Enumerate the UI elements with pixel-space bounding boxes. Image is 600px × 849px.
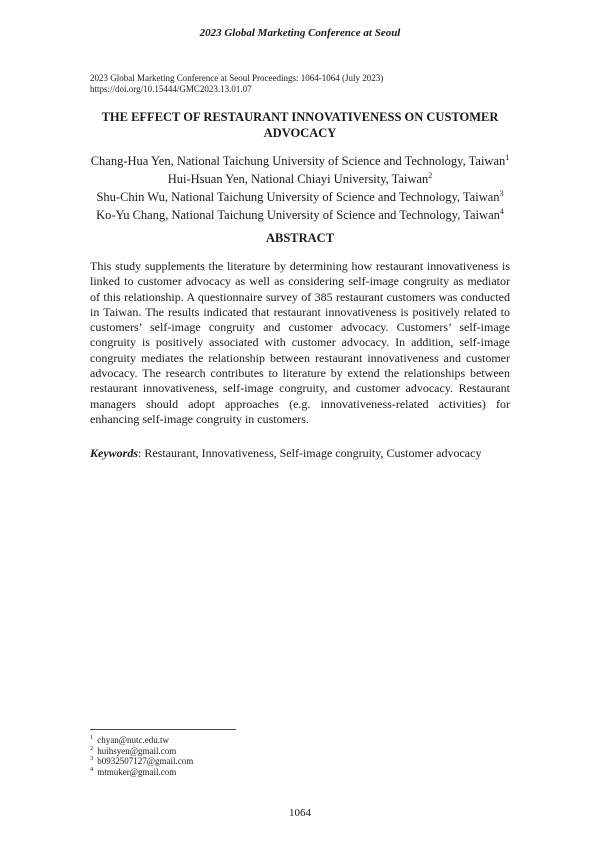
proceedings-info <box>90 73 510 95</box>
author-affiliation: Chang-Hua Yen, National Taichung University of Science and Technology, Taiwan <box>90 154 506 168</box>
doi-link[interactable]: https://doi.org/10.15444/GMC2023.13.01.07 <box>90 84 252 94</box>
footnote-email: huihsyen@gmail.com <box>97 745 177 756</box>
running-head: 2023 Global Marketing Conference at Seoul <box>199 27 401 39</box>
author-list <box>70 152 530 224</box>
keywords-label: Keywords <box>90 446 138 460</box>
keywords <box>90 446 510 461</box>
author-line <box>70 152 530 170</box>
author-footnote-mark: 2 <box>428 170 433 180</box>
proceedings-citation: 2023 Global Marketing Conference at Seoul Proceedings: 1064-1064 (July 2023) <box>90 73 384 83</box>
author-line <box>70 206 530 224</box>
page-number: 1064 <box>289 807 311 819</box>
footnote <box>90 746 390 757</box>
author-line <box>70 188 530 206</box>
footnote-mark: 2 <box>90 744 94 752</box>
paper-title: THE EFFECT OF RESTAURANT INNOVATIVENESS ON CUSTOMER ADVOCACY <box>101 110 499 140</box>
author-affiliation: Hui-Hsuan Yen, National Chiayi University, Taiwan <box>167 172 429 186</box>
author-affiliation: Shu-Chin Wu, National Taichung University of Science and Technology, Taiwan <box>96 190 500 204</box>
footnote <box>90 735 390 746</box>
footnote-email: chyan@nutc.edu.tw <box>97 735 170 745</box>
abstract-heading: ABSTRACT <box>265 231 335 245</box>
keywords-text: : Restaurant, Innovativeness, Self-image congruity, Customer advocacy <box>138 446 482 460</box>
author-line <box>70 170 530 188</box>
footnote <box>90 767 390 778</box>
author-footnote-mark: 1 <box>505 152 510 162</box>
footnote-divider <box>90 729 236 730</box>
author-affiliation: Ko-Yu Chang, National Taichung University of Science and Technology, Taiwan <box>96 208 500 222</box>
footnotes <box>90 735 390 777</box>
author-footnote-mark: 3 <box>499 188 504 198</box>
footnote-mark: 4 <box>90 765 94 773</box>
footnote-mark: 3 <box>90 755 94 762</box>
footnote-mark: 1 <box>90 734 94 741</box>
abstract-body: This study supplements the literature by determining how restaurant innovativeness is linked to customer advocacy as well as considering self-image congruity as mediator of this relationship. A questionnaire survey of 385 restaurant customers was conducted in Taiwan. The results indicated that restaurant innovativeness is positively related to customers’ self-image congruity and customer advocacy. Customers’ self-image congruity is positively associated with customer advocacy. In addition, self-image congruity mediates the relationship between restaurant innovativeness and customer advocacy. The research contributes to literature by extend the relationships between restaurant innovativeness, self-image congruity, and customer advocacy. Restaurant managers should adopt approaches (e.g. innovativeness-related activities) for enhancing self-image congruity in customers. <box>90 259 510 426</box>
footnote <box>90 756 390 767</box>
footnote-email: mtmuker@gmail.com <box>97 766 177 777</box>
footnote-email: b0932507127@gmail.com <box>97 756 194 766</box>
author-footnote-mark: 4 <box>499 206 504 216</box>
